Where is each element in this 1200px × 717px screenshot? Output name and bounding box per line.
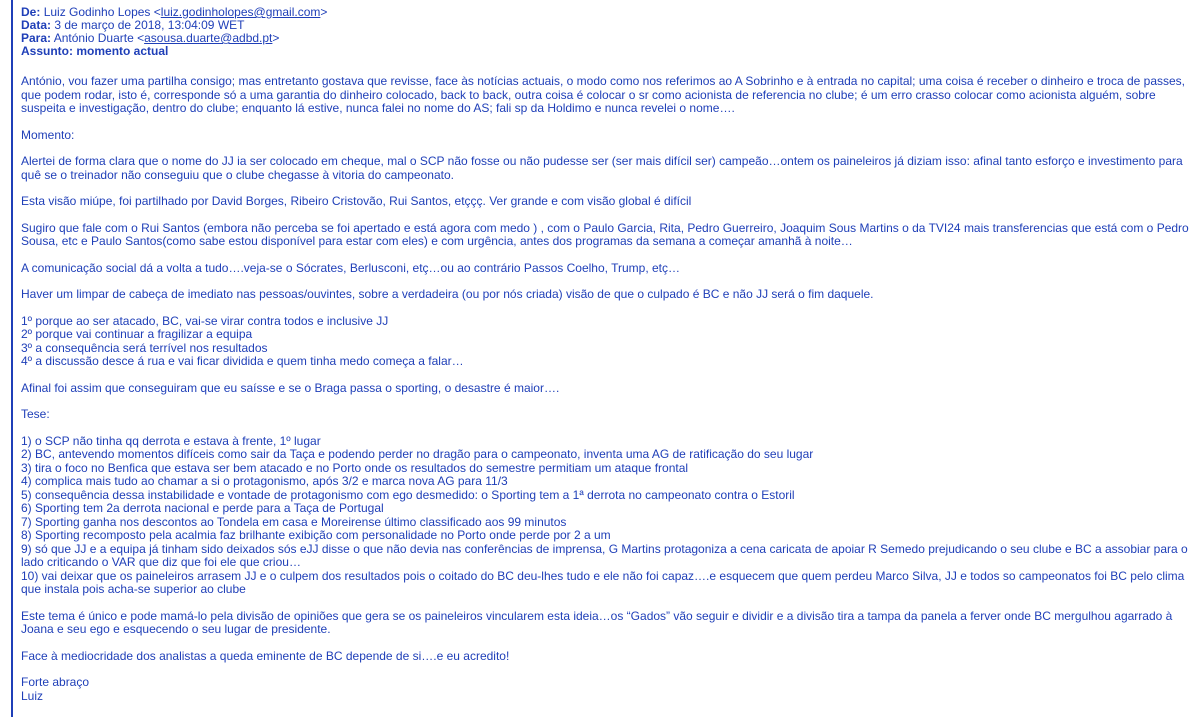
list-item: 4) complica mais tudo ao chamar a si o protagonismo, após 3/2 e marca nova AG para 11/3 [21,474,508,488]
to-email-link[interactable]: asousa.duarte@adbd.pt [144,31,273,45]
email-headers [21,0,1191,58]
list-item: 1º porque ao ser atacado, BC, vai-se virar contra todos e inclusive JJ [21,313,389,328]
to-line [21,32,1191,45]
body-paragraph: Esta visão miúpe, foi partilhado por David Borges, Ribeiro Cristovão, Rui Santos, etççç. Ver grande e com visão global é difícil [21,194,692,208]
body-paragraph: Alertei de forma clara que o nome do JJ ia ser colocado em cheque, mal o SCP não fosse ou não pudesse ser (ser mais difícil ser) campeão…ontem os paineleiros já diziam isso: afinal tanto esforço e investimento para quê se o treinador não conseguiu que o clube chegasse à vitoria do campeonato. [21,154,1183,182]
list-item: 2) BC, antevendo momentos difíceis como sair da Taça e podendo perder no dragão para o campeonato, inventa uma AG de ratificação do seu lugar [21,447,814,461]
list-item: 7) Sporting ganha nos descontos ao Tondela em casa e Moreirense último classificado aos 99 minutos [21,514,567,529]
thesis-list [21,435,1191,597]
list-item: 1) o SCP não tinha qq derrota e estava à frente, 1º lugar [21,433,321,448]
to-close: > [272,31,280,45]
email-body [21,75,1191,703]
reasons-list [21,315,1191,369]
list-item: 5) consequência dessa instabilidade e vontade de protagonismo com ego desmedido: o Sporting tem a 1ª derrota no campeonato contra o Estoril [21,487,795,502]
body-paragraph: A comunicação social dá a volta a tudo….veja-se o Sócrates, Berlusconi, etç…ou ao contrário Passos Coelho, Trump, etç… [21,260,680,275]
list-item: 3º a consequência será terrível nos resultados [21,340,268,355]
list-item: 3) tira o foco no Benfica que estava ser bem atacado e no Porto onde os resultados do semestre permitiam um ataque frontal [21,460,689,475]
body-paragraph: Face à mediocridade dos analistas a queda eminente de BC depende de si….e eu acredito! [21,648,510,663]
list-item: 6) Sporting tem 2a derrota nacional e perde para a Taça de Portugal [21,501,384,515]
to-label: Para: [21,31,52,45]
body-paragraph: Sugiro que fale com o Rui Santos (embora não perceba se foi apertado e está agora com medo ) , com o Paulo Garcia, Rita, Pedro Guerreiro, Joaquim Sous Martins o da TVI24 mais transferencias que está com o Pedro Sousa, etc e Paulo Santos(como sabe estou disponível para estar com eles) e com urgência, antes dos programas da semana a começar amanhã à noite… [21,220,1189,248]
subject-label: Assunto: [21,44,73,58]
from-name: Luiz Godinho Lopes < [43,5,161,19]
to-name: António Duarte < [53,31,145,45]
list-item: 8) Sporting recomposto pela acalmia faz brilhante exibição com personalidade no Porto onde perde por 2 a um [21,528,611,542]
list-item: 9) só que JJ e a equipa já tinham sido deixados sós eJJ disse o que não devia nas conferências de imprensa, G Martins protagoniza a cena caricata de apoiar R Semedo prejudicando o seu clube e BC a assobiar para o lado criticando o VAR que diz que foi ele que criou… [21,541,1188,569]
body-paragraph: Este tema é único e pode mamá-lo pela divisão de opiniões que gera se os paineleiros vincularem esta ideia…os “Gados” vão seguir e dividir e a divisão tira a tampa da panela a ferver onde BC mergulhou agarrado à Joana e seu ego e esquecendo o seu lugar de presidente. [21,608,1173,636]
subject-line [21,45,1191,58]
closing: Forte abraço [21,675,90,689]
body-paragraph: Tese: [21,407,50,421]
from-label: De: [21,5,41,19]
date-value: 3 de março de 2018, 13:04:09 WET [54,18,245,32]
body-paragraph: António, vou fazer uma partilha consigo; mas entretanto gostava que revisse, face às notícias actuais, o modo como nos referimos ao A Sobrinho e à entrada no capital; uma coisa é receber o dinheiro e troca de passes, que podem rodar, isto é, corresponde só a uma garantia do dinheiro colocado, back to back, outra coisa é colocar o sr como acionista de referencia no clube; é um erro crasso colocar como acionista alguém, sobre suspeita e investigação, dentro do clube; enquanto lá estive, nunca falei no nome do AS; fali sp da Holdimo e nunca revelei o nome…. [21,74,1185,115]
list-item: 4º a discussão desce á rua e vai ficar dividida e quem tinha medo começa a falar… [21,354,464,368]
body-paragraph: Momento: [21,127,75,142]
signature: Luiz [21,688,44,703]
subject-value: momento actual [76,44,169,58]
from-close: > [320,5,328,19]
body-paragraph: Haver um limpar de cabeça de imediato nas pessoas/ouvintes, sobre a verdadeira (ou por nós criada) visão de que o culpado é BC e não JJ será o fim daquele. [21,287,874,301]
body-paragraph: Afinal foi assim que conseguiram que eu saísse e se o Braga passa o sporting, o desastre é maior…. [21,380,560,395]
list-item: 2º porque vai continuar a fragilizar a equipa [21,327,253,341]
from-email-link[interactable]: luiz.godinholopes@gmail.com [160,5,321,19]
date-label: Data: [21,18,52,32]
list-item: 10) vai deixar que os paineleiros arrasem JJ e o culpem dos resultados pois o coitado do BC deu-lhes tudo e ele não foi capaz….e esquecem que quem perdeu Marco Silva, JJ e todos so campeonatos foi BC pelo clima que instala pois acha-se superior ao clube [21,568,1185,596]
email-message [11,0,1191,717]
